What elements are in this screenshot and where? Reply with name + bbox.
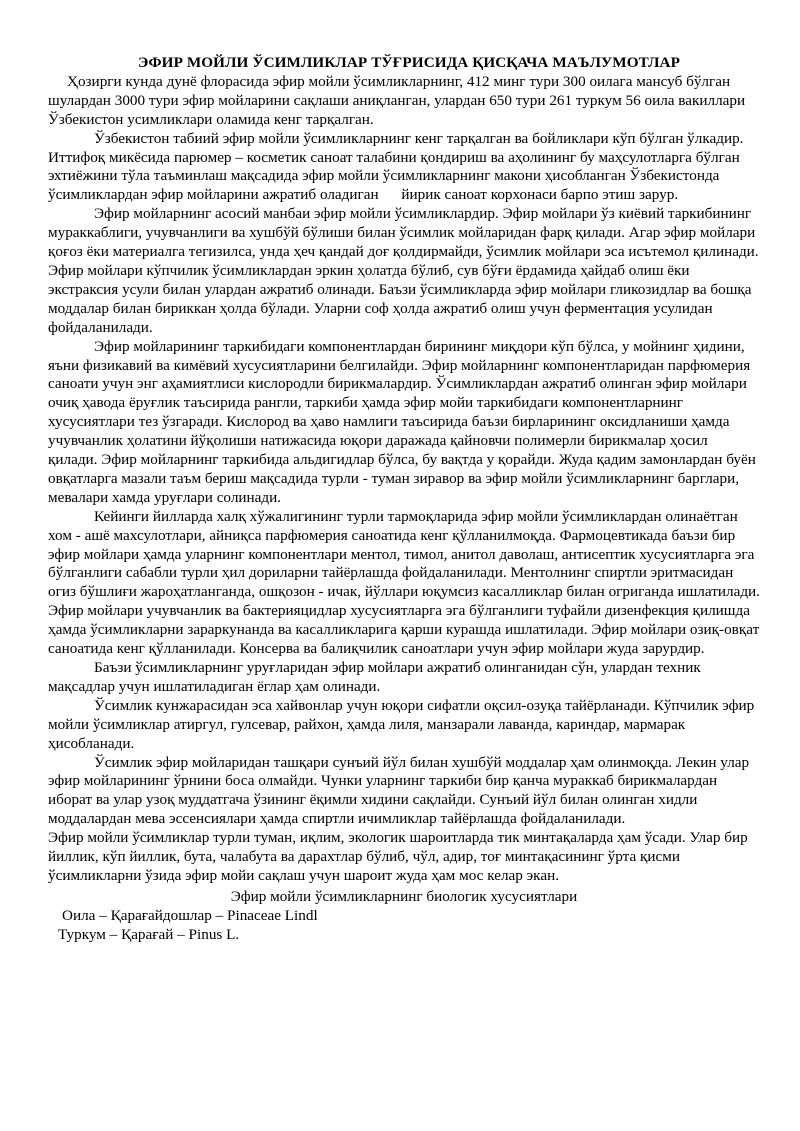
- paragraph-1: Ҳозирги кунда дунё флорасида эфир мойли ўсимликларнинг, 412 минг тури 300 оилага мансуб бўлган шулардан 3000 тури эфир мойларини сақлаши аниқланган, улардан 650 тури 261 туркум 56 оила вакиллари Ўзбекистон усимликлари оламида кенг тарқалган.: [48, 72, 746, 128]
- paragraph-6: Баъзи ўсимликларнинг уруғларидан эфир мойлари ажратиб олинганидан сўн, улардан техник мақсадлар учун ишлатиладиган ёглар ҳам олинади.: [48, 659, 701, 695]
- paragraph-5: Кейинги йилларда халқ хўжалигининг турли тармоқларида эфир мойли ўсимликлардан олинаётган хом - ашё махсулотлари, айниқса парфюмерия саноатида кенг қўлланилмоқда. Фармоцевтикада баъзи бир эфир мойлари ҳамда уларнинг компонентлари ментол, тимол, анитол даволаш, антисептик хусусиятларга эга бўлганлиги сабабли турли ҳил дориларни тайёрлашда фойдаланилади. Ментолнинг спиртли эритмасидан огиз бўшлиғи жароҳатланганда, ошқозон - ичак, йўллари юқумсиз касалликлар билан огриганда ишлатилади. Эфир мойлари учувчанлик ва бактерияцидлар хусусиятларга эга бўлганлиги туфайли дизенфекция қилишда ҳамда ўсимликларни зараркунанда ва касалликларига қарши курашда ишлатилади. Эфир мойлари озиқ-овқат саноатида кенг қўлланилади. Консерва ва балиқчилик саноатлари учун эфир мойлари жуда зарурдир.: [48, 507, 760, 658]
- taxonomy-genus: Туркум – Қарағай – Pinus L.: [58, 925, 240, 943]
- paragraph-2: Ўзбекистон табиий эфир мойли ўсимликларнинг кенг тарқалган ва бойликлари кўп бўлган ўлкадир. Иттифоқ микёсида парюмер – косметик саноат талабини қондириш ва аҳолининг бу маҳсулотларга бўлган эхтиёжини тўла таъминлаш мақсадида эфир мойли ўсимликларнинг макони ҳисобланган Ўзбекистонда ўсимликлардан эфир мойларини ажратиб оладиган йирик саноат корхонаси барпо этиш зарур.: [48, 129, 748, 204]
- paragraph-3: Эфир мойларнинг асосий манбаи эфир мойли ўсимликлардир. Эфир мойлари ўз киёвий таркибининг мураккаблиги, учувчанлиги ва хушбўй бўлиши билан ўсимлик мойларидан фарқ қилади. Агар эфир мойлари қоғоз ёки материалга тегизилса, унда ҳеч қандай доғ қолдирмайди, ўсимлик мойлари эса исътемол қилинади. Эфир мойлари кўпчилик ўсимликлардан эркин ҳолатда бўлиб, сув бўғи ёрдамида ҳайдаб олиш ёки экстраксия усули билан улардан ажратиб олинади. Баъзи ўсимликларда эфир мойлари гликозидлар ва бошқа моддалар билан бириккан ҳолда бўлади. Уларни соф ҳолда ажратиб олиш учун ферментация усулидан фойдаланилади.: [48, 205, 759, 336]
- paragraph-9: Эфир мойли ўсимликлар турли туман, иқлим, экологик шароитларда тик минтақаларда ҳам ўсади. Улар бир йиллик, кўп йиллик, бута, чалабута ва дарахтлар бўлиб, чўл, адир, тоғ минтақасининг ўрта қисми ўсимликларни ўзида эфир мойи сақлаш учун шароит жуда ҳам мос келар экан.: [48, 829, 748, 884]
- document-page: [48, 54, 760, 945]
- taxonomy-family: Оила – Қарағайдошлар – Pinaceae Lindl: [62, 906, 318, 924]
- paragraph-4: Эфир мойларининг таркибидаги компонентлардан бирининг миқдори кўп бўлса, у мойнинг ҳидини, яъни физикавий ва кимёвий хусусиятларини белгилайди. Эфир мойларнинг компонентларидан парфюмерия саноати учун энг аҳамиятлиси кислородли бирикмалардир. Ўсимликлардан ажратиб олинган эфир мойлари очиқ ҳавода ёруғлик таъсирида рангли, таркиби ҳамда эфир мойи таркибидаги компонентларнинг хусусиятлари тез ўзгаради. Кислород ва ҳаво намлиги таъсирида баъзи бирларининг оксидланиши ҳамда учувчанлик ҳолатини йўқолиши натижасида юқори даражада қайновчи полимерли бирикмалар ҳосил қилади. Эфир мойларнинг таркибида альдигидлар бўлса, бу вақтда у қорайди. Жуда қадим замонлардан буён овқатларга мазали таъм бериш мақсадида турли - туман зиравор ва эфир мойли ўсимликларнинг барглари, мевалари хамда уруғлари солинади.: [48, 337, 756, 506]
- section-subheading: Эфир мойли ўсимликларнинг биологик хусусиятлари: [230, 887, 578, 905]
- paragraph-7: Ўсимлик кунжарасидан эса хайвонлар учун юқори сифатли оқсил-озуқа тайёрланади. Кўпчилик эфир мойли ўсимликлар атиргул, гулсевар, райхон, ҳамда лиля, манзарали лаванда, кариндар, мармарак ҳисобланади.: [48, 696, 755, 752]
- paragraph-8: Ўсимлик эфир мойларидан ташқари сунъий йўл билан хушбўй моддалар ҳам олинмоқда. Лекин улар эфир мойларининг ўрнини боса олмайди. Чунки уларнинг таркиби бир қанча мураккаб бирикмалардан иборат ва улар узоқ муддатгача ўзининг ёқимли хидини сақлайди. Сунъий йўл билан олинган хидли моддалардан мева эссенсиялари ҳамда спиртли ичимликлар тайёрлашда фойдаланилади.: [48, 753, 750, 828]
- document-title: ЭФИР МОЙЛИ ЎСИМЛИКЛАР ТЎҒРИСИДА ҚИСҚАЧА МАЪЛУМОТЛАР: [138, 54, 680, 71]
